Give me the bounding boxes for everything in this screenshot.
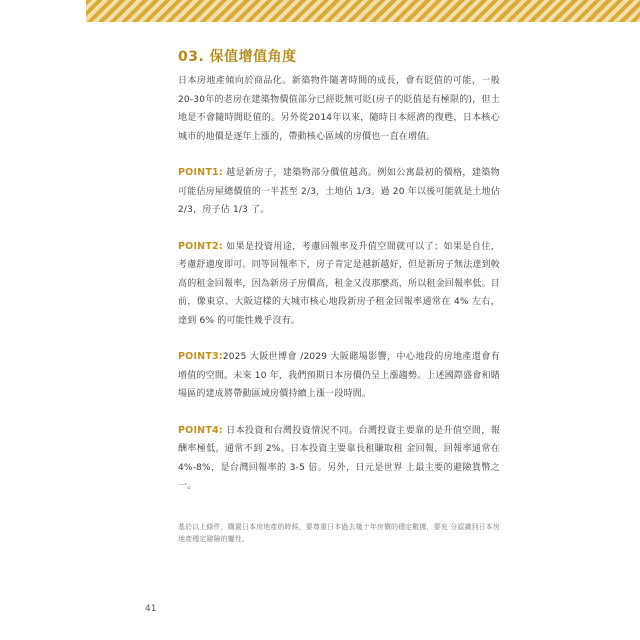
footnote: 基於以上條件，購置日本房地產的時候，要尊重日本過去幾十年房價的穩定數據，要充 分認識到日本房地產穩定避險的屬性。 (178, 522, 500, 543)
page-content (178, 46, 500, 552)
point-3-paragraph (178, 348, 500, 404)
point-1-label: POINT1: (178, 167, 223, 178)
point-4-label: POINT4: (178, 424, 223, 436)
section-title: 03. 保值增值角度 (178, 49, 297, 65)
point-1-text: 越是新房子，建築物部分價值越高。例如公寓最初的價格，建築物可能佔房屋總價值的一半甚至 2/3，土地佔 1/3。過 20 年以後可能就是土地佔 2/3，房子佔 1/3 了。 (178, 168, 500, 215)
point-4-text: 日本投資和台灣投資情況不同。台灣投資主要靠的是升值空間，報酬率極低，通常不到 2%。日本投資主要靠長租賺取租 金回報，回報率通常在 4%-8%，是台灣回報率的 3-5 倍。另外，日元是世界 上最主要的避險貨幣之一。 (178, 425, 500, 491)
point-2-paragraph (178, 238, 500, 331)
point-3-text: 2025 大阪世博會 /2029 大阪賭場影響，中心地段的房地產還會有增值的空間。未來 10 年，我們預期日本房價仍呈上漲趨勢。上述國際盛會和賭場區的建成將帶動區域房價持續上漲一段時間。 (178, 352, 500, 399)
decorative-stripe-band (86, 0, 640, 22)
point-3-label: POINT3: (178, 351, 223, 362)
point-2-text: 如果是投資用途，考慮回報率及升值空間就可以了；如果是自住，考慮舒適度即可。同等回報率下，房子肯定是越新越好，但是新房子無法達到較高的租金回報率，因為新房子房價高，租金又沒那麼高，所以租金回報率低。目前，像東京、大阪這樣的大城市核心地段新房子租金回報率通常在 4% 左右，達到 6% 的可能性幾乎沒有。 (178, 241, 501, 326)
intro-paragraph: 日本房地產傾向於商品化。新築物件隨著時間的成長，會有貶值的可能，一般20-30年的老房在建築物價值部分已經貶無可貶(房子的貶值是有極限的)，但土地是不會隨時間貶值的。另外從2014年以來，隨時日本經濟的復甦，日本核心城市的地價是逐年上漲的，帶動核心區域的房價也一直在增值。 (178, 76, 500, 142)
point-1-paragraph (178, 164, 500, 220)
point-2-label: POINT2: (178, 240, 223, 252)
point-4-paragraph (178, 422, 500, 496)
page-number: 41 (145, 604, 157, 614)
